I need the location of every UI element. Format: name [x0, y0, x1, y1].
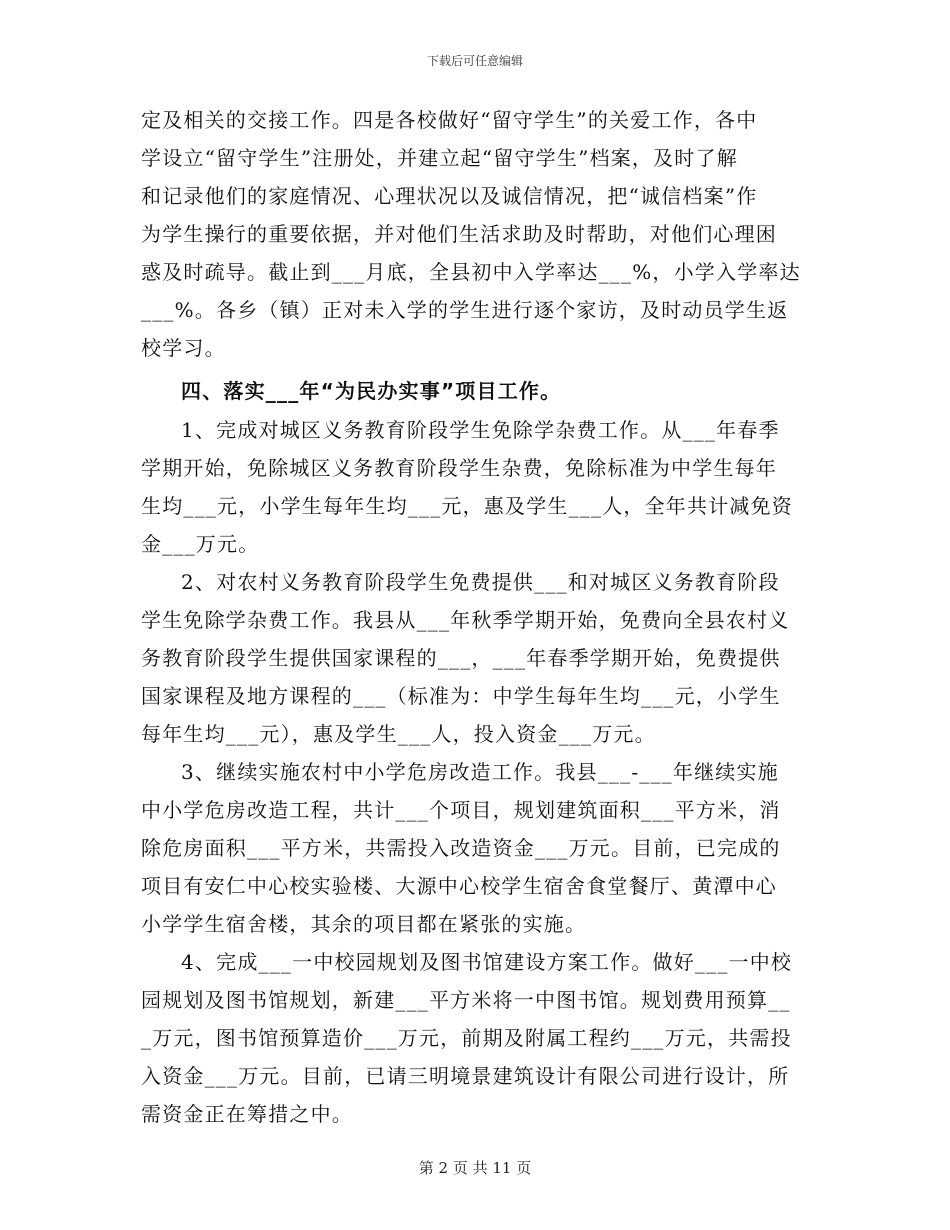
text-line: 务教育阶段学生提供国家课程的___，___年春季学期开始，免费提供 [141, 646, 781, 670]
text-line: ___%。各乡（镇）正对未入学的学生进行逐个家访，及时动员学生返 [141, 298, 789, 322]
text-line: 生均___元，小学生每年生均___元，惠及学生___人，全年共计减免资 [141, 494, 793, 518]
paragraph-continuation [141, 101, 813, 367]
text-line: 国家课程及地方课程的___（标准为：中学生每年生均___元，小学生 [141, 684, 781, 708]
section-heading: 四、落实___年“为民办实事”项目工作。 [181, 379, 562, 403]
text-line: 园规划及图书馆规划，新建___平方米将一中图书馆。规划费用预算__ [141, 988, 791, 1012]
text-line: 项目有安仁中心校实验楼、大源中心校学生宿舍食堂餐厅、黄潭中心 [141, 874, 777, 898]
text-line: 每年生均___元），惠及学生___人，投入资金___万元。 [141, 722, 656, 746]
list-item-2 [141, 563, 813, 753]
text-line: 小学学生宿舍楼，其余的项目都在紧张的实施。 [141, 912, 587, 936]
list-item-1 [141, 411, 813, 563]
document-body [141, 101, 813, 1133]
text-line: 校学习。 [141, 336, 226, 360]
text-line: 3、继续实施农村中小学危房改造工作。我县___-___年继续实施 [181, 760, 779, 784]
text-line: 中小学危房改造工程，共计___个项目，规划建筑面积___平方米，消 [141, 798, 781, 822]
text-line: 4、完成___一中校园规划及图书馆建设方案工作。做好___一中校 [181, 950, 793, 974]
text-line: 除危房面积___平方米，共需投入改造资金___万元。目前，已完成的 [141, 836, 781, 860]
text-line: _万元，图书馆预算造价___万元，前期及附属工程约___万元，共需投 [141, 1026, 792, 1050]
text-line: 为学生操行的重要依据，并对他们生活求助及时帮助，对他们心理困 [141, 222, 777, 246]
text-line: 1、完成对城区义务教育阶段学生免除学杂费工作。从___年春季 [181, 418, 780, 442]
list-item-4 [141, 943, 813, 1133]
text-line: 入资金___万元。目前，已请三明境景建筑设计有限公司进行设计，所 [141, 1064, 790, 1088]
text-line: 和记录他们的家庭情况、心理状况以及诚信情况，把“诚信档案”作 [141, 184, 758, 208]
text-line: 2、对农村义务教育阶段学生免费提供___和对城区义务教育阶段 [181, 570, 780, 594]
text-line: 需资金正在筹措之中。 [141, 1102, 353, 1126]
text-line: 学生免除学杂费工作。我县从___年秋季学期开始，免费向全县农村义 [141, 608, 790, 632]
page-header: 下载后可任意编辑 [426, 54, 523, 68]
text-line: 惑及时疏导。截止到___月底，全县初中入学率达___%，小学入学率达 [141, 260, 801, 284]
text-line: 学设立“留守学生”注册处，并建立起“留守学生”档案，及时了解 [141, 146, 738, 170]
text-line: 定及相关的交接工作。四是各校做好“留守学生”的关爱工作，各中 [141, 108, 758, 132]
text-line: 学期开始，免除城区义务教育阶段学生杂费，免除标准为中学生每年 [141, 456, 777, 480]
list-item-3 [141, 753, 813, 943]
text-line: 金___万元。 [141, 532, 260, 556]
page-footer: 第 2 页 共 11 页 [418, 1159, 532, 1177]
